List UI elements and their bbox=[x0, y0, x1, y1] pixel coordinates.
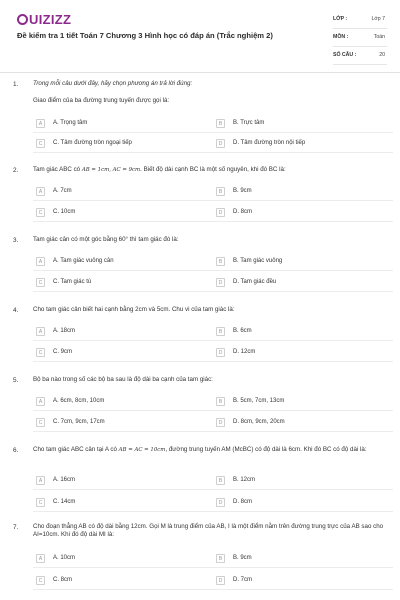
option-label: D. Tâm đường tròn nội tiếp bbox=[233, 140, 306, 146]
question-6-text-a: Cho tam giác ABC cân tại A có bbox=[33, 446, 117, 453]
option-letter-box: A bbox=[36, 119, 45, 128]
question-3-number: 3. bbox=[13, 237, 19, 244]
option-letter-box: A bbox=[36, 476, 45, 485]
option-letter-box: B bbox=[216, 187, 225, 196]
option-letter-box: C bbox=[36, 139, 45, 148]
question-4-number: 4. bbox=[13, 307, 19, 314]
option-letter-box: D bbox=[216, 208, 225, 217]
divider bbox=[33, 291, 213, 292]
question-2-number: 2. bbox=[13, 167, 19, 174]
option-letter-box: B bbox=[216, 119, 225, 128]
divider bbox=[213, 132, 393, 133]
divider bbox=[33, 340, 213, 341]
option-letter-box: B bbox=[216, 257, 225, 266]
divider bbox=[33, 361, 213, 362]
question-5-text: Bộ ba nào trong số các bộ ba sau là độ dài ba cạnh của tam giác: bbox=[33, 376, 213, 383]
question-6-text-b: , đường trung tuyến AM (McBC) có độ dài là 6cm. Khi đó BC có độ dài là: bbox=[165, 446, 367, 453]
meta-grade bbox=[333, 13, 387, 29]
divider bbox=[213, 589, 393, 590]
question-4-text: Cho tam giác cân biết hai cạnh bằng 2cm và 5cm. Chu vi của tam giác là: bbox=[33, 306, 235, 313]
divider bbox=[213, 361, 393, 362]
option-letter-box: C bbox=[36, 498, 45, 507]
quiz-header bbox=[0, 0, 400, 72]
option-letter-box: C bbox=[36, 208, 45, 217]
meta-subject bbox=[333, 31, 387, 47]
divider bbox=[213, 270, 393, 271]
divider bbox=[213, 511, 393, 512]
question-1-intro: Trong mỗi câu dưới đây, hãy chọn phương án trả lời đúng: bbox=[33, 80, 193, 87]
option-label: A. Tam giác vuông cân bbox=[53, 258, 114, 264]
option-letter-box: D bbox=[216, 278, 225, 287]
option-label: D. 8cm bbox=[233, 499, 253, 505]
divider bbox=[33, 489, 213, 490]
question-1-number: 1. bbox=[13, 81, 19, 88]
option-label: D. 8cm, 9cm, 20cm bbox=[233, 419, 285, 425]
logo-q-icon bbox=[17, 14, 28, 25]
option-letter-box: A bbox=[36, 397, 45, 406]
option-letter-box: A bbox=[36, 327, 45, 336]
question-2-math: AB = 1cm, AC = 9cm bbox=[81, 167, 141, 173]
question-6-number: 6. bbox=[13, 447, 19, 454]
option-label: B. Trực tâm bbox=[233, 120, 265, 126]
option-label: C. 7cm, 9cm, 17cm bbox=[53, 419, 105, 425]
option-letter-box: A bbox=[36, 554, 45, 563]
divider bbox=[213, 489, 393, 490]
option-label: D. 7cm bbox=[233, 577, 253, 583]
option-label: A. 16cm bbox=[53, 477, 76, 483]
header-divider bbox=[0, 72, 400, 73]
option-label: C. Tâm đường tròn ngoại tiếp bbox=[53, 140, 132, 146]
option-label: B. 6cm bbox=[233, 328, 252, 334]
question-7-number: 7. bbox=[13, 524, 19, 531]
question-6-text bbox=[33, 446, 388, 454]
quiz-meta bbox=[333, 13, 387, 67]
divider bbox=[33, 270, 213, 271]
question-6-math: AB = AC = 10cm bbox=[118, 447, 166, 453]
option-letter-box: D bbox=[216, 418, 225, 427]
option-label: C. 9cm bbox=[53, 349, 73, 355]
option-label: B. Tam giác vuông bbox=[233, 258, 283, 264]
option-label: B. 9cm bbox=[233, 188, 252, 194]
option-letter-box: D bbox=[216, 498, 225, 507]
meta-grade-value: Lớp 7 bbox=[371, 16, 385, 22]
divider bbox=[213, 152, 393, 153]
option-label: B. 9cm bbox=[233, 555, 252, 561]
option-label: D. 12cm bbox=[233, 349, 256, 355]
option-letter-box: B bbox=[216, 397, 225, 406]
question-2-text-b: . Biết độ dài cạnh BC là một số nguyên, khi đó BC là: bbox=[140, 166, 286, 173]
option-letter-box: B bbox=[216, 327, 225, 336]
meta-count-value: 20 bbox=[379, 52, 385, 58]
divider bbox=[213, 291, 393, 292]
meta-subject-value: Toán bbox=[373, 34, 385, 40]
divider bbox=[33, 431, 213, 432]
logo-text: UIZIZZ bbox=[29, 12, 72, 27]
option-label: A. 7cm bbox=[53, 188, 72, 194]
quiz-title: Đề kiểm tra 1 tiết Toán 7 Chương 3 Hình học có đáp án (Trắc nghiệm 2) bbox=[17, 31, 273, 40]
option-label: A. Trọng tâm bbox=[53, 120, 88, 126]
question-5-number: 5. bbox=[13, 377, 19, 384]
question-2-text bbox=[33, 166, 388, 174]
question-3-text: Tam giác cân có một góc bằng 60° thì tam giác đó là: bbox=[33, 236, 179, 243]
option-label: B. 12cm bbox=[233, 477, 256, 483]
divider bbox=[213, 200, 393, 201]
option-label: D. 8cm bbox=[233, 209, 253, 215]
divider bbox=[33, 589, 213, 590]
divider bbox=[33, 200, 213, 201]
meta-grade-key: LỚP : bbox=[333, 16, 348, 22]
meta-count bbox=[333, 49, 387, 65]
option-label: C. Tam giác tù bbox=[53, 279, 92, 285]
option-label: A. 6cm, 8cm, 10cm bbox=[53, 398, 105, 404]
divider bbox=[33, 511, 213, 512]
divider bbox=[213, 221, 393, 222]
divider bbox=[213, 567, 393, 568]
option-label: D. Tam giác đều bbox=[233, 279, 277, 285]
divider bbox=[33, 221, 213, 222]
meta-subject-key: MÔN : bbox=[333, 34, 349, 40]
divider bbox=[33, 152, 213, 153]
option-letter-box: D bbox=[216, 348, 225, 357]
option-label: C. 8cm bbox=[53, 577, 73, 583]
option-letter-box: B bbox=[216, 476, 225, 485]
option-letter-box: B bbox=[216, 554, 225, 563]
question-7-text: Cho đoạn thẳng AB có độ dài bằng 12cm. Gọi M là trung điểm của AB, I là một điểm nằm trên đường trung trực của AB sao cho AI=10cm. Khi đó độ dài MI là: bbox=[33, 523, 384, 539]
option-letter-box: C bbox=[36, 576, 45, 585]
option-label: A. 18cm bbox=[53, 328, 76, 334]
option-label: A. 10cm bbox=[53, 555, 76, 561]
option-letter-box: C bbox=[36, 348, 45, 357]
meta-count-key: SỐ CÂU : bbox=[333, 52, 357, 58]
divider bbox=[33, 132, 213, 133]
divider bbox=[33, 410, 213, 411]
option-letter-box: A bbox=[36, 257, 45, 266]
option-letter-box: A bbox=[36, 187, 45, 196]
divider bbox=[213, 410, 393, 411]
quizizz-logo[interactable] bbox=[17, 12, 71, 27]
divider bbox=[33, 567, 213, 568]
option-label: C. 14cm bbox=[53, 499, 76, 505]
option-letter-box: C bbox=[36, 278, 45, 287]
divider bbox=[213, 340, 393, 341]
option-label: C. 10cm bbox=[53, 209, 76, 215]
question-2-text-a: Tam giác ABC có bbox=[33, 166, 81, 173]
option-letter-box: C bbox=[36, 418, 45, 427]
option-label: B. 5cm, 7cm, 13cm bbox=[233, 398, 285, 404]
option-letter-box: D bbox=[216, 576, 225, 585]
option-letter-box: D bbox=[216, 139, 225, 148]
question-1-text: Giao điểm của ba đường trung tuyến được gọi là: bbox=[33, 97, 170, 104]
divider bbox=[213, 431, 393, 432]
